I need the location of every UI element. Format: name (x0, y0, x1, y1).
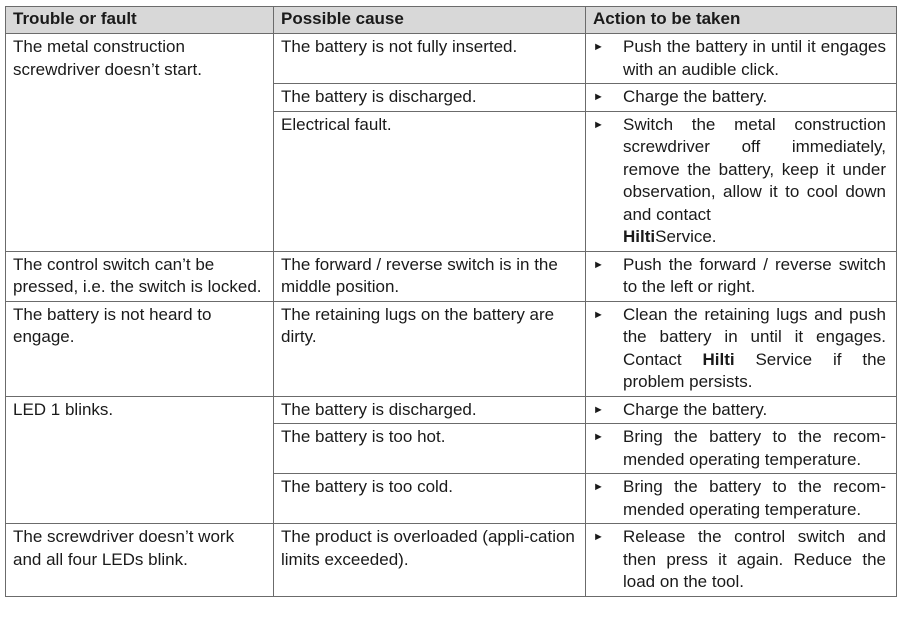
cause-cell: The battery is too hot. (274, 424, 586, 474)
table-row (6, 396, 897, 424)
bullet-arrow-icon: ► (593, 481, 604, 493)
table-row (6, 34, 897, 84)
action-text: Bring the battery to the recom-mended operating temperature. (623, 477, 886, 519)
bullet-arrow-icon: ► (593, 308, 604, 321)
troubleshooting-table (5, 6, 897, 597)
action-cell (586, 424, 897, 474)
table-row (6, 524, 897, 597)
action-cell (586, 34, 897, 84)
cause-cell: The battery is not fully inserted. (274, 34, 586, 84)
cause-cell: The battery is discharged. (274, 396, 586, 424)
cause-cell: The retaining lugs on the battery are dirty. (274, 301, 586, 396)
bullet-arrow-icon: ► (593, 531, 604, 543)
cause-cell: Electrical fault. (274, 111, 586, 251)
header-row (6, 7, 897, 34)
action-text-post: Service. (655, 227, 717, 246)
troubleshooting-table-container (5, 6, 896, 597)
action-cell (586, 84, 897, 112)
action-text: Push the battery in until it engages with an audible click. (623, 37, 886, 79)
action-text-pre: Clean the retaining lugs and push the battery in until it engages. Contact (623, 304, 886, 369)
action-text-pre: Switch the metal construction screwdriver off immediately, remove the battery, keep it under observation, allow it to cool down and contact (623, 114, 886, 224)
bullet-arrow-icon: ► (593, 431, 604, 443)
table-row (6, 251, 897, 301)
action-text (623, 304, 890, 394)
trouble-cell: The control switch can’t be pressed, i.e. the switch is locked. (6, 251, 274, 301)
bullet-arrow-icon: ► (593, 258, 604, 271)
cause-cell: The product is overloaded (appli-cation limits exceeded). (274, 524, 586, 597)
action-text: Charge the battery. (623, 87, 768, 106)
action-cell (586, 301, 897, 396)
action-text: Charge the battery. (623, 399, 768, 419)
trouble-cell: The screwdriver doesn’t work and all four LEDs blink. (6, 524, 274, 597)
header-trouble: Trouble or fault (6, 7, 274, 34)
action-text (623, 114, 890, 249)
brand-name: Hilti (623, 227, 656, 246)
trouble-cell: The metal construction screwdriver doesn’t start. (6, 34, 274, 252)
header-action: Action to be taken (586, 7, 897, 34)
trouble-cell: LED 1 blinks. (6, 396, 274, 524)
brand-name: Hilti (702, 349, 735, 369)
action-cell (586, 111, 897, 251)
action-cell (586, 251, 897, 301)
bullet-arrow-icon: ► (593, 403, 604, 416)
cause-cell: The battery is discharged. (274, 84, 586, 112)
action-text: Push the forward / reverse switch to the left or right. (623, 254, 886, 296)
action-text: Bring the battery to the recom-mended operating temperature. (623, 427, 886, 469)
header-cause: Possible cause (274, 7, 586, 34)
cause-cell: The battery is too cold. (274, 474, 586, 524)
cause-cell: The forward / reverse switch is in the middle position. (274, 251, 586, 301)
action-text-post: Service if the problem persists. (623, 349, 886, 391)
bullet-arrow-icon: ► (593, 118, 604, 131)
action-cell (586, 524, 897, 597)
bullet-arrow-icon: ► (593, 91, 604, 103)
action-text: Release the control switch and then press it again. Reduce the load on the tool. (623, 527, 886, 591)
trouble-cell: The battery is not heard to engage. (6, 301, 274, 396)
bullet-arrow-icon: ► (593, 41, 604, 53)
action-cell (586, 474, 897, 524)
table-row (6, 301, 897, 396)
action-cell (586, 396, 897, 424)
